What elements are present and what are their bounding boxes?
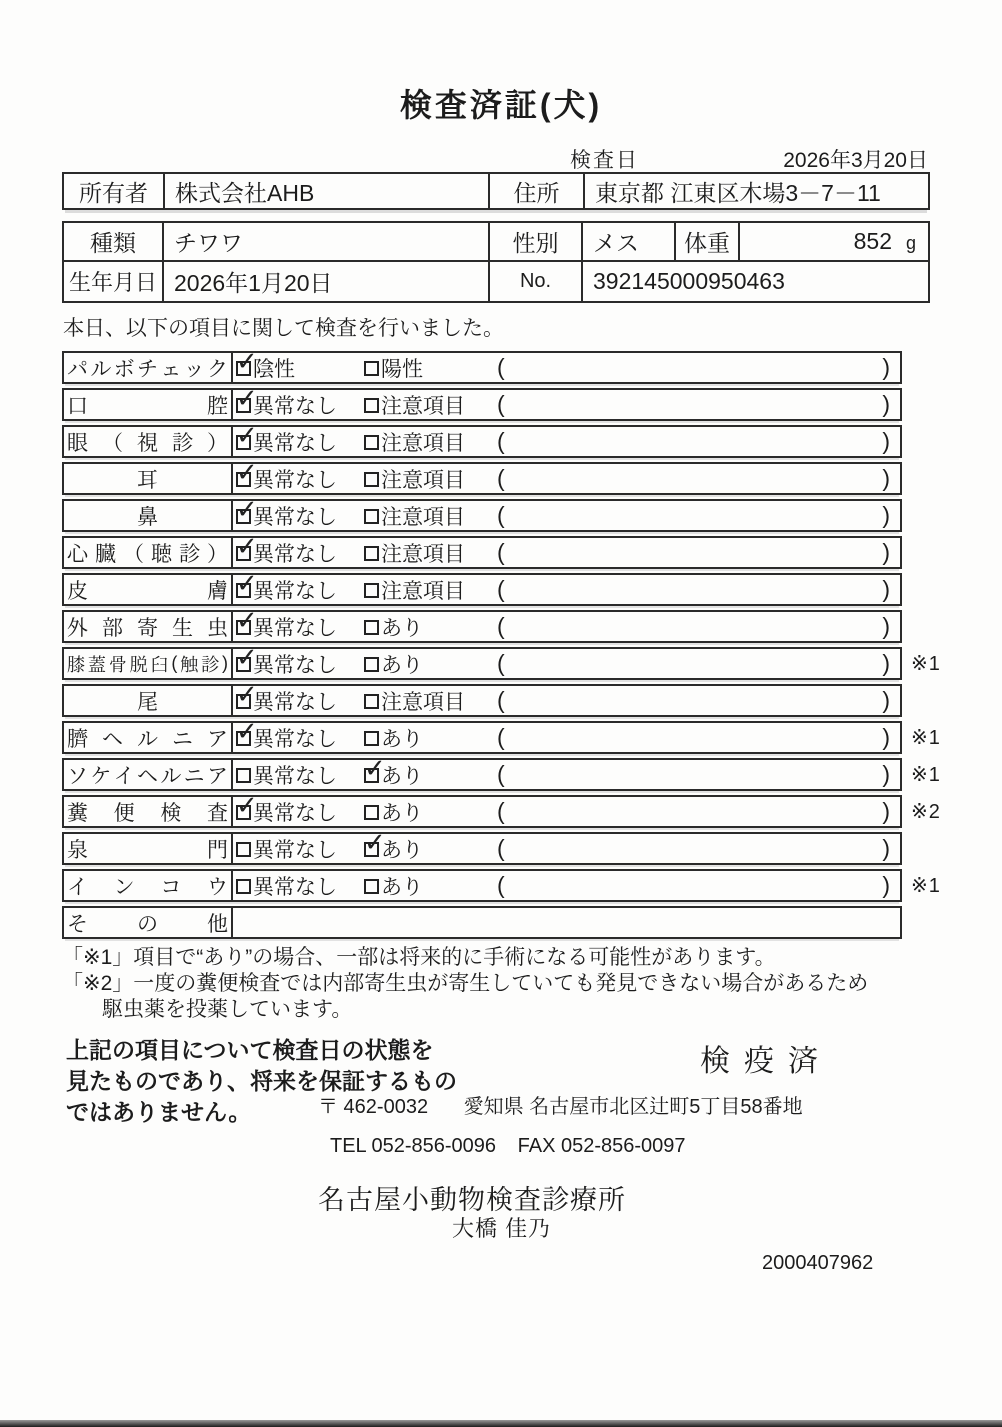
clinic-name: 名古屋小動物検査診療所 — [318, 1185, 626, 1215]
exam-option-1 — [236, 501, 364, 531]
option-label: 異常なし — [253, 579, 337, 603]
comment-open-paren: ( — [497, 354, 505, 380]
option-label: 注意項目 — [381, 690, 465, 714]
option-label: あり — [381, 838, 423, 862]
exam-row-box — [62, 499, 902, 532]
option-label: 異常なし — [253, 653, 337, 677]
owner-table — [62, 172, 930, 210]
comment-open-paren: ( — [497, 687, 505, 713]
pet-info-row-1 — [64, 223, 928, 262]
checkbox-icon — [236, 768, 251, 783]
comment-open-paren: ( — [497, 724, 505, 750]
comment-open-paren: ( — [497, 761, 505, 787]
exam-option-2 — [364, 834, 497, 864]
exam-row — [62, 610, 992, 643]
footnote-2-line1: 「※2」一度の糞便検査では内部寄生虫が寄生していても発見できない場合があるため — [62, 972, 869, 995]
exam-option-2 — [364, 353, 497, 383]
option-label: 異常なし — [253, 394, 337, 418]
weight-unit: g — [905, 233, 916, 253]
exam-row-body — [233, 538, 900, 567]
exam-row-box — [62, 758, 902, 791]
note-reference-mark: ※1 — [911, 653, 941, 675]
option-label: あり — [381, 727, 423, 751]
exam-table — [62, 351, 992, 939]
exam-row-body — [233, 723, 900, 752]
checkbox-icon — [236, 842, 251, 857]
comment-open-paren: ( — [497, 798, 505, 824]
exam-row-body — [233, 760, 900, 789]
exam-row-box — [62, 610, 902, 643]
comment-close-paren: ) — [882, 724, 890, 750]
exam-option-2 — [364, 501, 497, 531]
checkbox-icon — [236, 620, 251, 635]
comment-close-paren: ) — [882, 872, 890, 898]
exam-option-1 — [236, 427, 364, 457]
exam-row — [62, 758, 992, 791]
registration-no-label: No. — [490, 262, 583, 301]
exam-row-box — [62, 351, 902, 384]
comment-open-paren: ( — [497, 576, 505, 602]
exam-item-label: イ ン コ ウ — [64, 871, 233, 900]
option-label: 異常なし — [253, 875, 337, 899]
exam-option-1 — [236, 760, 364, 790]
option-label: 陰性 — [253, 357, 295, 381]
option-label: 異常なし — [253, 801, 337, 825]
checkbox-icon — [236, 435, 251, 450]
option-label: 異常なし — [253, 727, 337, 751]
inspection-date-row — [62, 142, 930, 172]
checkbox-icon — [364, 842, 379, 857]
comment-open-paren: ( — [497, 391, 505, 417]
checkbox-icon — [236, 398, 251, 413]
exam-row — [62, 388, 992, 421]
option-label: 異常なし — [253, 542, 337, 566]
checkbox-icon — [364, 879, 379, 894]
breed-value: チワワ — [164, 223, 490, 260]
exam-item-label: 泉 門 — [64, 834, 233, 863]
checkbox-icon — [236, 805, 251, 820]
checkbox-icon — [236, 694, 251, 709]
disclaimer-line-3: ではありません。 — [66, 1099, 252, 1125]
checkbox-icon — [364, 361, 379, 376]
exam-item-label: 耳 — [64, 464, 233, 493]
checkbox-icon — [236, 546, 251, 561]
exam-row-body — [233, 612, 900, 641]
exam-option-1 — [236, 871, 364, 901]
footnote-1: 「※1」項目で“あり”の場合、一部は将来的に手術になる可能性があります。 — [62, 946, 776, 969]
exam-option-2 — [364, 797, 497, 827]
address-label: 住所 — [490, 174, 585, 208]
exam-row — [62, 573, 992, 606]
option-label: 異常なし — [253, 431, 337, 455]
exam-item-label: 糞 便 検 査 — [64, 797, 233, 826]
checkbox-icon — [236, 472, 251, 487]
comment-open-paren: ( — [497, 539, 505, 565]
comment-close-paren: ) — [882, 835, 890, 861]
note-reference-mark: ※1 — [911, 875, 941, 897]
comment-close-paren: ) — [882, 576, 890, 602]
comment-open-paren: ( — [497, 465, 505, 491]
checkbox-icon — [364, 509, 379, 524]
checkbox-icon — [364, 398, 379, 413]
comment-close-paren: ) — [882, 650, 890, 676]
exam-row — [62, 684, 992, 717]
footnote-2-line2: 駆虫薬を投薬しています。 — [102, 998, 353, 1021]
exam-row-body — [233, 353, 900, 382]
exam-option-2 — [364, 390, 497, 420]
option-label: 注意項目 — [381, 542, 465, 566]
sex-value: メス — [583, 223, 676, 260]
exam-item-label: 口 腔 — [64, 390, 233, 419]
option-label: 注意項目 — [381, 394, 465, 418]
option-label: 異常なし — [253, 468, 337, 492]
exam-option-1 — [236, 464, 364, 494]
option-label: 異常なし — [253, 505, 337, 529]
exam-option-1 — [236, 834, 364, 864]
exam-option-2 — [364, 760, 497, 790]
exam-row — [62, 721, 992, 754]
exam-row-box — [62, 721, 902, 754]
clinic-address: 愛知県 名古屋市北区辻町5丁目58番地 — [463, 1096, 803, 1118]
checkbox-icon — [364, 620, 379, 635]
registration-no-value: 392145000950463 — [593, 268, 785, 294]
comment-close-paren: ) — [882, 539, 890, 565]
exam-option-2 — [364, 686, 497, 716]
exam-row — [62, 499, 992, 532]
exam-option-1 — [236, 723, 364, 753]
exam-item-label: 皮 膚 — [64, 575, 233, 604]
exam-item-label: 外 部 寄 生 虫 — [64, 612, 233, 641]
exam-option-2 — [364, 612, 497, 642]
checkbox-icon — [364, 546, 379, 561]
option-label: 異常なし — [253, 690, 337, 714]
exam-item-label: 心 臓 （ 聴 診 ） — [64, 538, 233, 567]
owner-value: 株式会社AHB — [165, 174, 490, 208]
comment-open-paren: ( — [497, 650, 505, 676]
exam-option-2 — [364, 538, 497, 568]
comment-open-paren: ( — [497, 835, 505, 861]
exam-row-box — [62, 832, 902, 865]
checkbox-icon — [236, 731, 251, 746]
exam-row-body — [233, 834, 900, 863]
checkbox-icon — [236, 509, 251, 524]
exam-row-box — [62, 462, 902, 495]
exam-row-box — [62, 425, 902, 458]
checkbox-icon — [364, 472, 379, 487]
exam-item-label: 鼻 — [64, 501, 233, 530]
option-label: あり — [381, 875, 423, 899]
option-label: 注意項目 — [381, 579, 465, 603]
comment-open-paren: ( — [497, 872, 505, 898]
exam-row — [62, 462, 992, 495]
exam-option-1 — [236, 390, 364, 420]
option-label: あり — [381, 801, 423, 825]
option-label: あり — [381, 616, 423, 640]
comment-close-paren: ) — [882, 354, 890, 380]
owner-label: 所有者 — [64, 174, 165, 208]
exam-row-body — [233, 797, 900, 826]
exam-item-label: そ の 他 — [64, 908, 233, 937]
exam-row — [62, 351, 992, 384]
page-title: 検査済証(犬) — [399, 87, 603, 123]
clinic-phone-line — [330, 1135, 686, 1158]
sex-label: 性別 — [490, 223, 583, 260]
comment-open-paren: ( — [497, 502, 505, 528]
exam-item-label: 膝 蓋 骨 脱 臼 ( 触 診 ) — [64, 649, 233, 678]
exam-option-2 — [364, 464, 497, 494]
note-reference-mark: ※1 — [911, 764, 941, 786]
exam-row-body — [233, 390, 900, 419]
checkbox-icon — [236, 361, 251, 376]
comment-close-paren: ) — [882, 613, 890, 639]
exam-row-box — [62, 647, 902, 680]
checkbox-icon — [364, 583, 379, 598]
exam-row-box — [62, 536, 902, 569]
exam-option-1 — [236, 353, 364, 383]
veterinarian-name: 大橋 佳乃 — [452, 1216, 552, 1241]
exam-row-body — [233, 686, 900, 715]
checkbox-icon — [364, 657, 379, 672]
scan-edge-artifact — [0, 1420, 1002, 1427]
breed-label: 種類 — [64, 223, 164, 260]
intro-text: 本日、以下の項目に関して検査を行いました。 — [63, 317, 504, 340]
option-label: 注意項目 — [381, 431, 465, 455]
disclaimer-line-1: 上記の項目について検査日の状態を — [66, 1037, 434, 1063]
option-label: 異常なし — [253, 616, 337, 640]
exam-row-box — [62, 869, 902, 902]
comment-close-paren: ) — [882, 687, 890, 713]
checkbox-icon — [236, 879, 251, 894]
option-label: 陽性 — [381, 357, 423, 381]
checkbox-icon — [364, 435, 379, 450]
option-label: 注意項目 — [381, 505, 465, 529]
exam-option-2 — [364, 427, 497, 457]
checkbox-icon — [236, 657, 251, 672]
option-label: あり — [381, 764, 423, 788]
exam-row — [62, 647, 992, 680]
comment-close-paren: ) — [882, 465, 890, 491]
inspection-date-value: 2026年3月20日 — [783, 149, 928, 172]
address-value: 東京都 江東区木場3－7－11 — [595, 179, 881, 206]
exam-row-box — [62, 795, 902, 828]
checkbox-icon — [364, 694, 379, 709]
exam-item-label: パ ル ボ チ ェ ッ ク — [64, 353, 233, 382]
exam-row-box — [62, 388, 902, 421]
exam-row-body — [233, 575, 900, 604]
clinic-address-line — [318, 1090, 803, 1119]
comment-close-paren: ) — [882, 798, 890, 824]
exam-row — [62, 906, 992, 939]
exam-option-2 — [364, 575, 497, 605]
exam-item-label: ソ ケ イ ヘ ル ニ ア — [64, 760, 233, 789]
weight-value: 852 — [853, 228, 892, 254]
exam-option-1 — [236, 538, 364, 568]
pet-info-table — [62, 221, 930, 303]
exam-option-1 — [236, 575, 364, 605]
exam-row-body — [233, 464, 900, 493]
exam-option-2 — [364, 871, 497, 901]
footnotes — [62, 946, 1002, 1021]
option-label: 異常なし — [253, 764, 337, 788]
clinic-postal-code: 〒 462-0032 — [318, 1096, 429, 1118]
exam-row — [62, 869, 992, 902]
clinic-tel: TEL 052-856-0096 — [330, 1135, 497, 1157]
exam-option-2 — [364, 649, 497, 679]
comment-open-paren: ( — [497, 613, 505, 639]
checkbox-icon — [364, 768, 379, 783]
exam-row — [62, 425, 992, 458]
clinic-fax: FAX 052-856-0097 — [517, 1135, 686, 1157]
exam-row-box — [62, 684, 902, 717]
exam-row-body — [233, 501, 900, 530]
exam-item-label: 眼 （ 視 診 ） — [64, 427, 233, 456]
birthdate-label: 生年月日 — [64, 262, 164, 301]
option-label: あり — [381, 653, 423, 677]
exam-row-body — [233, 427, 900, 456]
exam-row — [62, 536, 992, 569]
note-reference-mark: ※1 — [911, 727, 941, 749]
option-label: 注意項目 — [381, 468, 465, 492]
exam-item-label: 尾 — [64, 686, 233, 715]
exam-row-box — [62, 906, 902, 939]
exam-row — [62, 832, 992, 865]
exam-row-box — [62, 573, 902, 606]
certificate-serial-number: 2000407962 — [762, 1252, 874, 1274]
exam-item-label: 臍 ヘ ル ニ ア — [64, 723, 233, 752]
exam-option-1 — [236, 649, 364, 679]
exam-row-body — [233, 908, 900, 937]
exam-option-1 — [236, 612, 364, 642]
note-reference-mark: ※2 — [911, 801, 941, 823]
exam-row-body — [233, 649, 900, 678]
comment-close-paren: ) — [882, 428, 890, 454]
checkbox-icon — [236, 583, 251, 598]
checkbox-icon — [364, 805, 379, 820]
weight-label: 体重 — [676, 223, 740, 260]
comment-close-paren: ) — [882, 502, 890, 528]
pet-info-row-2 — [64, 262, 928, 301]
weight-value-cell — [740, 223, 928, 260]
disclaimer-line-2: 見たものであり、将来を保証するもの — [66, 1068, 457, 1094]
quarantine-stamp: 検疫済 — [700, 1045, 832, 1078]
comment-close-paren: ) — [882, 761, 890, 787]
exam-option-2 — [364, 723, 497, 753]
exam-option-1 — [236, 797, 364, 827]
option-label: 異常なし — [253, 838, 337, 862]
inspection-date-label: 検査日 — [570, 149, 639, 172]
exam-option-1 — [236, 686, 364, 716]
exam-row — [62, 795, 992, 828]
exam-row-body — [233, 871, 900, 900]
comment-close-paren: ) — [882, 391, 890, 417]
checkbox-icon — [364, 731, 379, 746]
birthdate-value: 2026年1月20日 — [164, 262, 490, 301]
comment-open-paren: ( — [497, 428, 505, 454]
